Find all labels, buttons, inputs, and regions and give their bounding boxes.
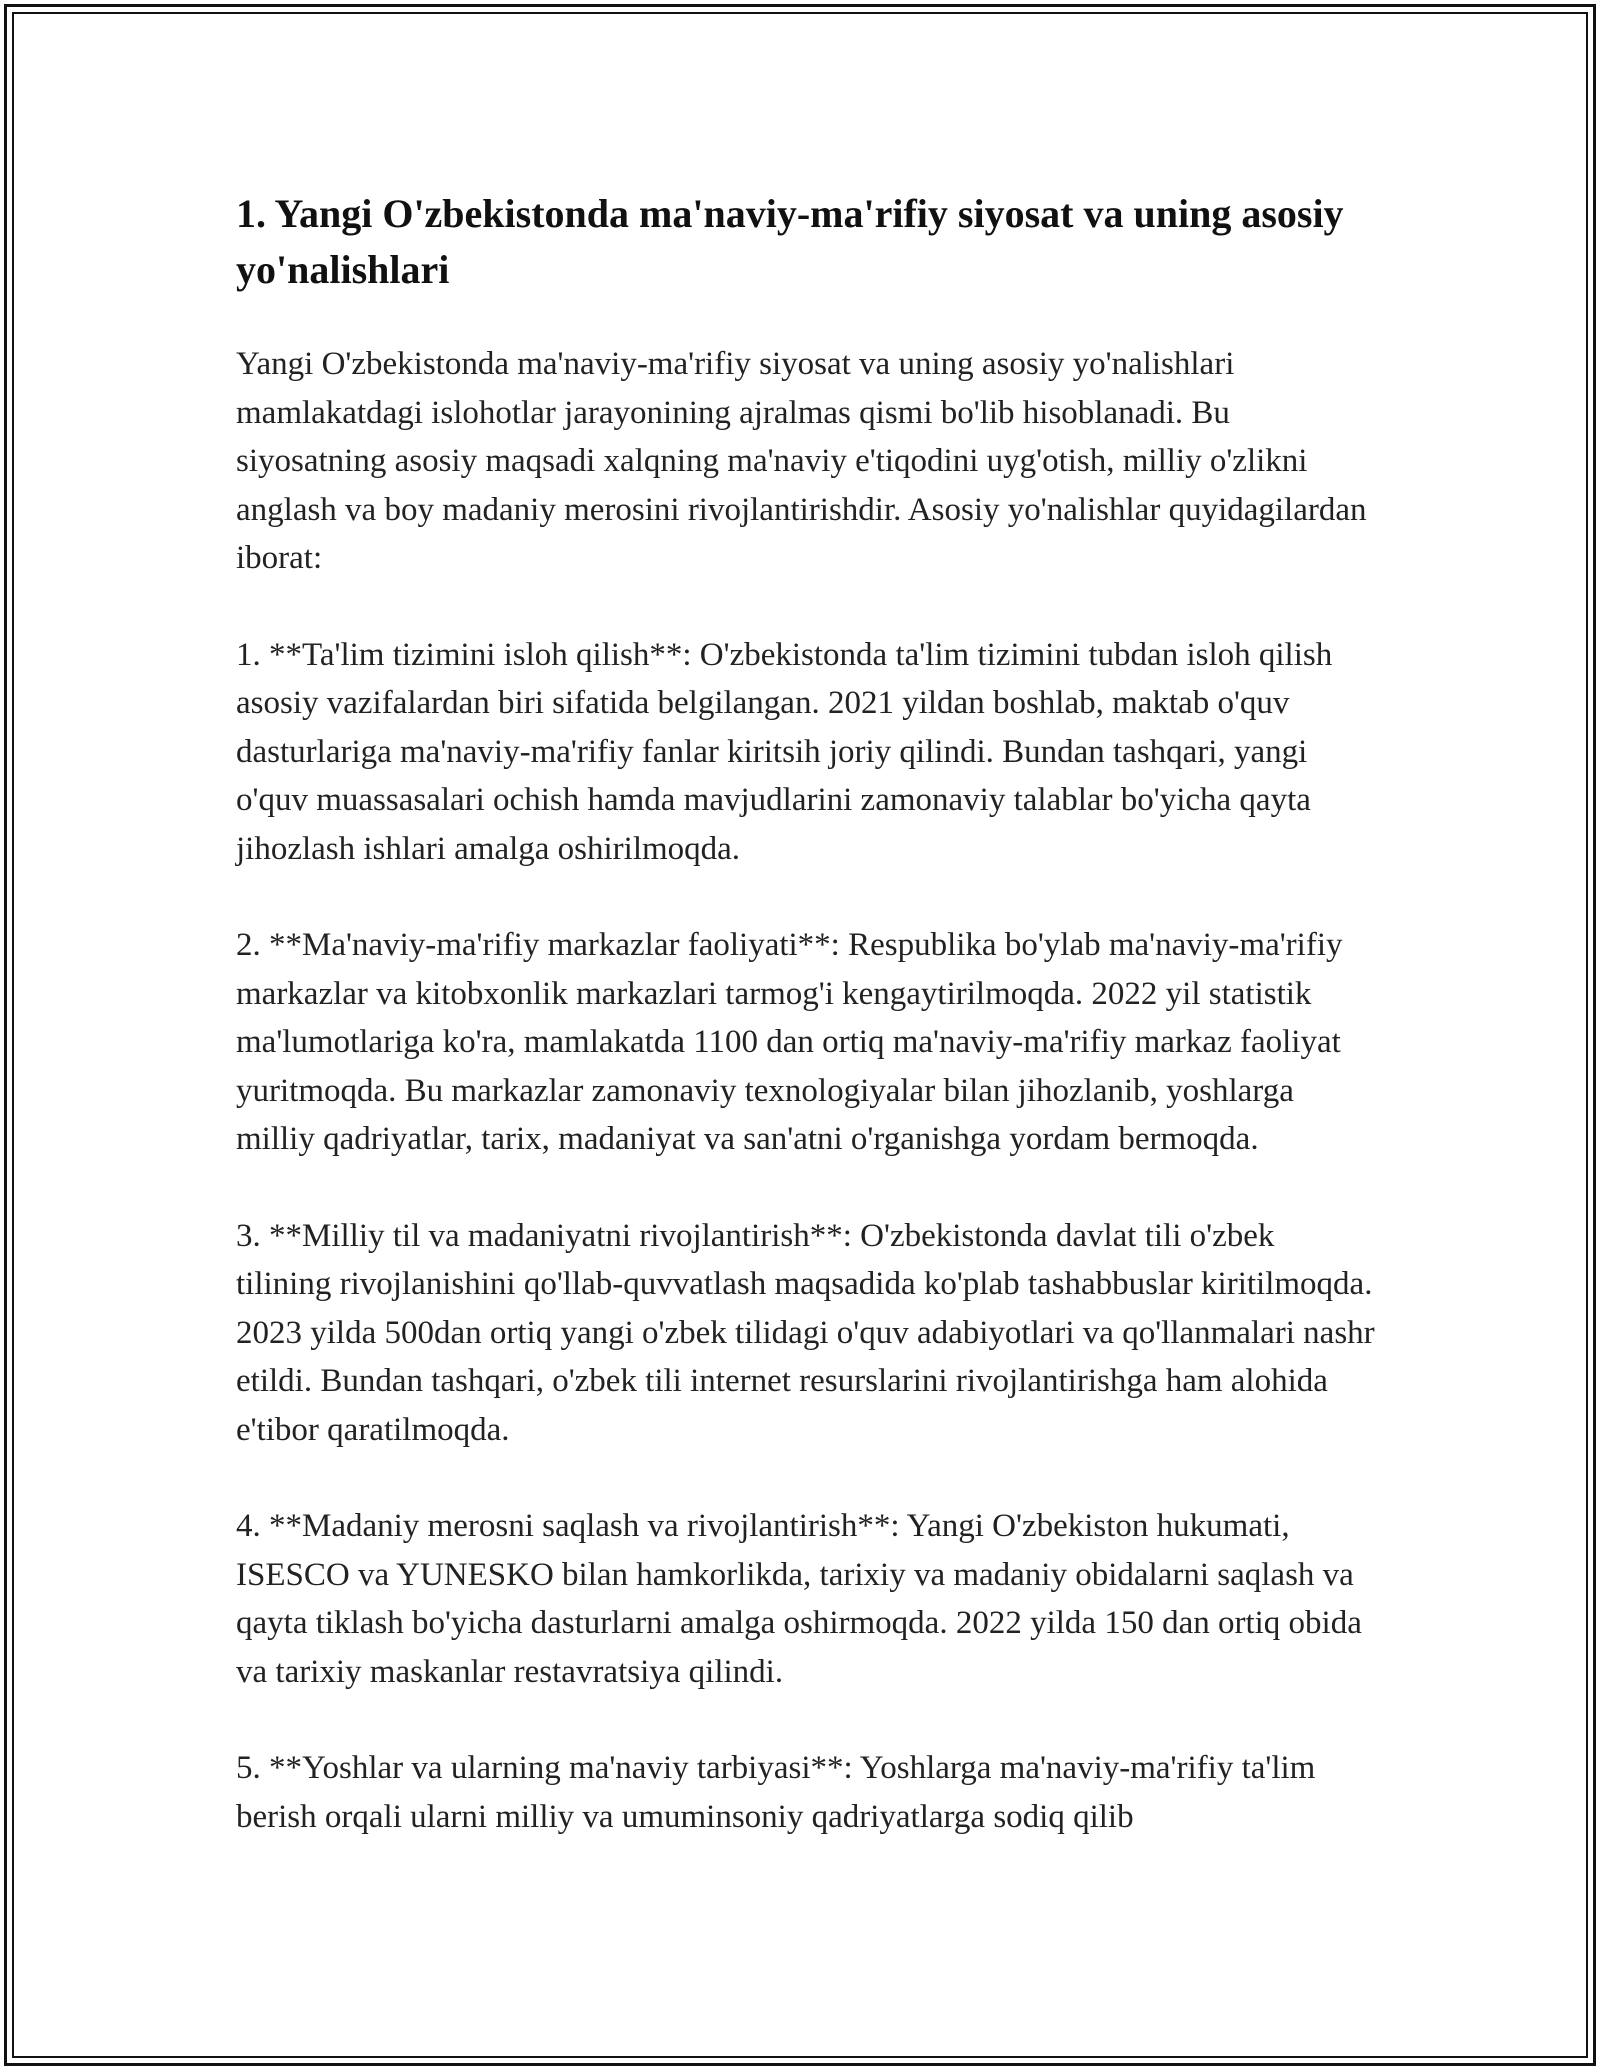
- paragraph-item-3: 3. **Milliy til va madaniyatni rivojlantirish**: O'zbekistonda davlat tili o'zbek tilining rivojlanishini qo'llab-quvvatlash maqsadida ko'plab tashabbuslar kiritilmoqda. 2023 yilda 500dan ortiq yangi o'zbek tilidagi o'quv adabiyotlari va qo'llanmalari nashr etildi. Bundan tashqari, o'zbek tili internet resurslarini rivojlantirishga ham alohida e'tibor qaratilmoqda.: [236, 1217, 1375, 1448]
- paragraph-item-1: 1. **Ta'lim tizimini isloh qilish**: O'zbekistonda ta'lim tizimini tubdan isloh qilish asosiy vazifalardan biri sifatida belgilangan. 2021 yildan boshlab, maktab o'quv dasturlariga ma'naviy-ma'rifiy fanlar kiritsih joriy qilindi. Bundan tashqari, yangi o'quv muassasalari ochish hamda mavjudlarini zamonaviy talablar bo'yicha qayta jihozlash ishlari amalga oshirilmoqda.: [236, 636, 1333, 867]
- paragraph-item-5: 5. **Yoshlar va ularning ma'naviy tarbiyasi**: Yoshlarga ma'naviy-ma'rifiy ta'lim berish orqali ularni milliy va umuminsoniy qadriyatlarga sodiq qilib: [236, 1750, 1316, 1835]
- intro-paragraph: Yangi O'zbekistonda ma'naviy-ma'rifiy siyosat va uning asosiy yo'nalishlari mamlakatdagi islohotlar jarayonining ajralmas qismi bo'lib hisoblanadi. Bu siyosatning asosiy maqsadi xalqning ma'naviy e'tiqodini uyg'otish, milliy o'zlikni anglash va boy madaniy merosini rivojlantirishdir. Asosiy yo'nalishlar quyidagilardan iborat:: [236, 346, 1367, 576]
- paragraph-item-4: 4. **Madaniy merosni saqlash va rivojlantirish**: Yangi O'zbekiston hukumati, ISESCO va YUNESKO bilan hamkorlikda, tarixiy va madaniy obidalarni saqlash va qayta tiklash bo'yicha dasturlarni amalga oshirmoqda. 2022 yilda 150 dan ortiq obida va tarixiy maskanlar restavratsiya qilindi.: [236, 1508, 1362, 1690]
- paragraph-item-2: 2. **Ma'naviy-ma'rifiy markazlar faoliyati**: Respublika bo'ylab ma'naviy-ma'rifiy markazlar va kitobxonlik markazlari tarmog'i kengaytirilmoqda. 2022 yil statistik ma'lumotlariga ko'ra, mamlakatda 1100 dan ortiq ma'naviy-ma'rifiy markaz faoliyat yuritmoqda. Bu markazlar zamonaviy texnologiyalar bilan jihozlanib, yoshlarga milliy qadriyatlar, tarix, madaniyat va san'atni o'rganishga yordam bermoqda.: [236, 927, 1343, 1157]
- document-title: 1. Yangi O'zbekistonda ma'naviy-ma'rifiy siyosat va uning asosiy yo'nalishlari: [236, 191, 1344, 292]
- document-body: [236, 186, 1376, 1889]
